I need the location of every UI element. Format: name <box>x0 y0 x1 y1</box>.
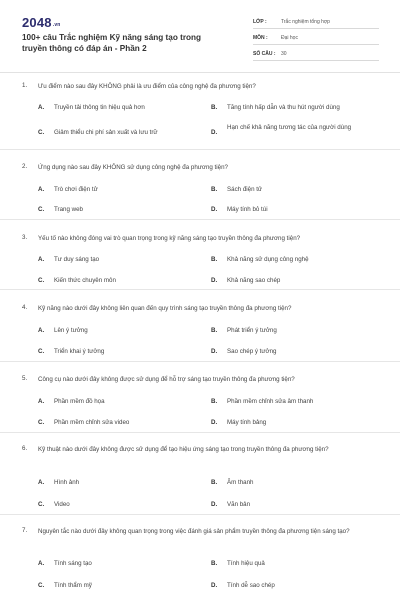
option-letter: A. <box>38 560 45 567</box>
option-text: Khả năng sao chép <box>227 277 281 284</box>
option-text: Tính sáng tạo <box>54 560 92 567</box>
question-number: 1. <box>22 82 28 89</box>
meta-table <box>253 14 379 62</box>
option-text: Khả năng sử dụng công nghệ <box>227 256 309 263</box>
meta-row-class <box>253 14 379 29</box>
option-letter: B. <box>211 560 218 567</box>
question-7 <box>0 515 400 600</box>
option-text: Video <box>54 501 70 508</box>
option-letter: C. <box>38 348 45 355</box>
logo-text: 2048 <box>22 15 52 30</box>
option-text: Kiến thức chuyên môn <box>54 277 116 284</box>
page-header <box>0 0 400 70</box>
option-letter: D. <box>211 277 218 284</box>
option-text: Hình ảnh <box>54 479 80 486</box>
question-4 <box>0 290 400 362</box>
option-letter: D. <box>211 129 218 136</box>
site-logo[interactable] <box>22 15 61 30</box>
question-text: Yếu tố nào không đóng vai trò quan trọng trong kỹ năng sáng tạo truyền thông đa phương tiện? <box>38 235 301 242</box>
option-letter: B. <box>211 479 218 486</box>
question-number: 4. <box>22 304 28 311</box>
meta-row-subject <box>253 30 379 45</box>
meta-value-count: 30 <box>281 51 287 57</box>
question-text: Kỹ năng nào dưới đây không liên quan đến quy trình sáng tạo truyền thông đa phương tiện? <box>38 305 292 312</box>
question-number: 5. <box>22 375 28 382</box>
option-letter: B. <box>211 398 218 405</box>
option-text: Phát triển ý tưởng <box>227 327 277 334</box>
question-text: Nguyên tắc nào dưới đây không quan trọng trong việc đánh giá sản phẩm truyền thông đa phương tiện sáng tạo? <box>38 528 350 535</box>
option-letter: C. <box>38 129 45 136</box>
option-text: Máy tính bảng <box>227 419 267 426</box>
option-letter: D. <box>211 419 218 426</box>
option-letter: D. <box>211 206 218 213</box>
option-letter: A. <box>38 256 45 263</box>
option-text: Sao chép ý tưởng <box>227 348 277 355</box>
option-letter: A. <box>38 104 45 111</box>
option-letter: D. <box>211 582 218 589</box>
option-letter: B. <box>211 327 218 334</box>
option-letter: A. <box>38 398 45 405</box>
meta-value-subject: Đại học <box>281 35 298 41</box>
option-letter: D. <box>211 348 218 355</box>
option-text: Tính thẩm mỹ <box>54 582 92 589</box>
meta-value-class: Trắc nghiệm tổng hợp <box>281 19 330 25</box>
question-number: 2. <box>22 163 28 170</box>
option-text: Tăng tính hấp dẫn và thu hút người dùng <box>227 104 340 111</box>
question-number: 7. <box>22 527 28 534</box>
option-text: Phần mềm chỉnh sửa âm thanh <box>227 398 314 405</box>
logo-domain: .vn <box>52 22 61 28</box>
option-letter: C. <box>38 501 45 508</box>
question-text: Ứng dụng nào sau đây KHÔNG sử dụng công nghệ đa phương tiện? <box>38 164 228 171</box>
option-text: Tính hiệu quả <box>227 560 265 567</box>
option-text: Trò chơi điện tử <box>54 186 98 193</box>
question-text: Công cụ nào dưới đây không được sử dụng để hỗ trợ sáng tạo truyền thông đa phương tiện? <box>38 376 295 383</box>
option-text: Triển khai ý tưởng <box>54 348 105 355</box>
question-text: Ưu điểm nào sau đây KHÔNG phải là ưu điểm của công nghệ đa phương tiện? <box>38 83 256 90</box>
question-1 <box>0 73 400 150</box>
option-letter: C. <box>38 206 45 213</box>
option-letter: C. <box>38 419 45 426</box>
meta-row-count <box>253 46 379 61</box>
option-text: Trang web <box>54 206 84 213</box>
meta-label-class: LỚP : <box>253 19 267 25</box>
option-letter: B. <box>211 104 218 111</box>
question-5 <box>0 362 400 433</box>
option-letter: B. <box>211 256 218 263</box>
question-2 <box>0 150 400 220</box>
question-3 <box>0 220 400 290</box>
document-title: 100+ câu Trắc nghiệm Kỹ năng sáng tạo trong truyền thông có đáp án - Phần 2 <box>22 33 202 53</box>
option-text: Phần mềm chỉnh sửa video <box>54 419 130 426</box>
option-text: Hạn chế khả năng tương tác của người dùng <box>227 124 352 131</box>
option-text: Tính dễ sao chép <box>227 582 275 589</box>
option-text: Văn bản <box>227 501 251 508</box>
option-text: Sách điện tử <box>227 186 263 193</box>
option-letter: A. <box>38 327 45 334</box>
meta-label-subject: MÔN : <box>253 35 268 41</box>
question-text: Kỹ thuật nào dưới đây không được sử dụng để tạo hiệu ứng sáng tạo trong truyền thông đa phương tiện? <box>38 446 329 453</box>
question-6 <box>0 433 400 515</box>
option-letter: A. <box>38 186 45 193</box>
option-letter: B. <box>211 186 218 193</box>
question-number: 3. <box>22 234 28 241</box>
option-letter: C. <box>38 277 45 284</box>
option-text: Giảm thiểu chi phí sản xuất và lưu trữ <box>54 129 158 136</box>
meta-label-count: SỐ CÂU : <box>253 51 276 57</box>
option-text: Lên ý tưởng <box>54 327 88 334</box>
option-letter: C. <box>38 582 45 589</box>
question-list <box>0 73 400 600</box>
option-text: Tư duy sáng tạo <box>54 256 100 263</box>
option-letter: A. <box>38 479 45 486</box>
option-text: Âm thanh <box>227 479 254 486</box>
option-text: Phần mềm đồ họa <box>54 398 105 405</box>
option-text: Máy tính bỏ túi <box>227 206 268 213</box>
question-number: 6. <box>22 445 28 452</box>
option-letter: D. <box>211 501 218 508</box>
option-text: Truyền tải thông tin hiệu quả hơn <box>54 104 145 111</box>
